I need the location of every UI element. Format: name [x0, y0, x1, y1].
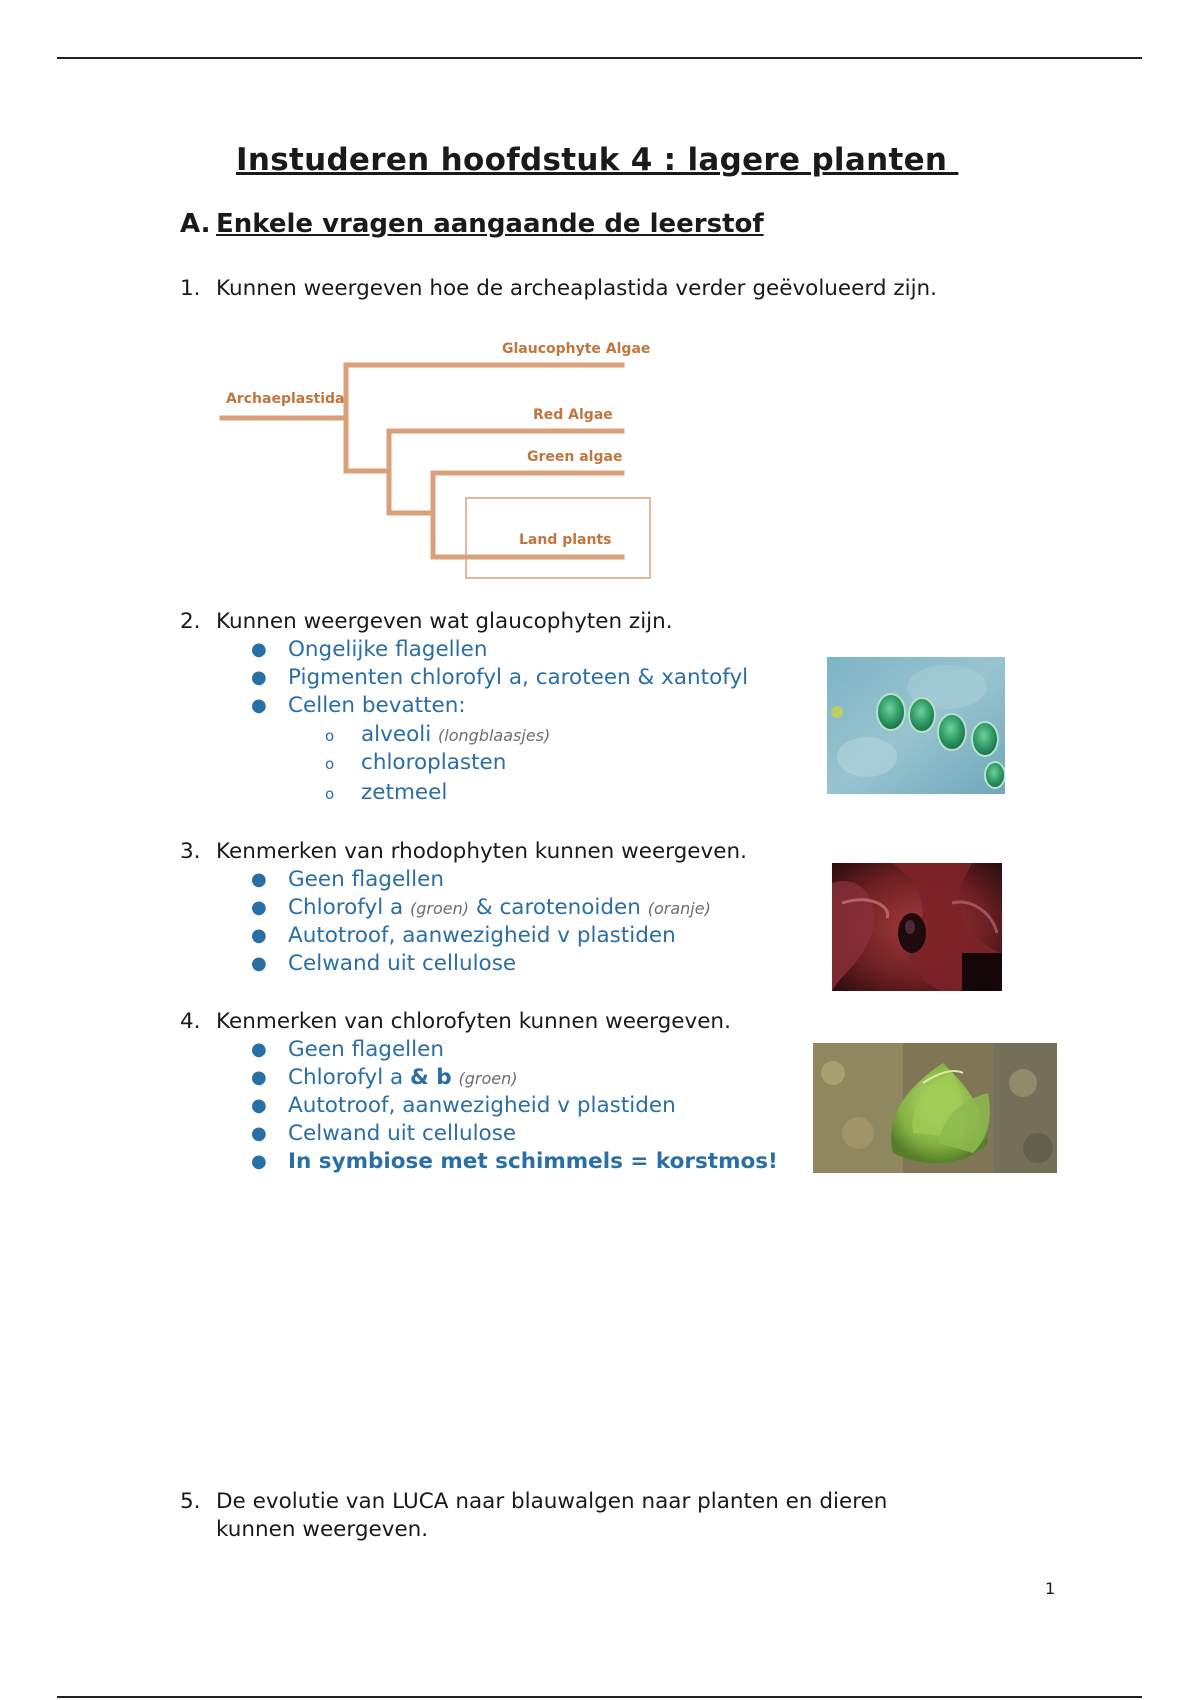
- note-text: (groen): [410, 899, 470, 918]
- section-letter: A.: [180, 209, 211, 239]
- page-number: 1: [1045, 1579, 1056, 1598]
- question-number: 3.: [180, 839, 201, 864]
- question-number: 4.: [180, 1009, 201, 1034]
- bullet-icon: ●: [251, 897, 267, 918]
- list-item: ● Chlorofyl a (groen) & carotenoiden (oranje): [251, 895, 711, 920]
- circle-bullet-icon: o: [325, 785, 335, 803]
- bullet-icon: ●: [251, 1151, 267, 1172]
- bullet-icon: ●: [251, 925, 267, 946]
- sub-list-item: o zetmeel: [361, 779, 447, 807]
- note-text: (longblaasjes): [438, 726, 551, 745]
- question-number: 2.: [180, 609, 201, 634]
- top-rule: [57, 57, 1142, 59]
- page-title: Instuderen hoofdstuk 4 : lagere planten: [236, 142, 959, 178]
- sub-list-item: o alveoli (longblaasjes): [361, 721, 550, 750]
- tree-label-green-algae: Green algae: [527, 449, 623, 465]
- red-algae-photo-icon: [832, 863, 1002, 991]
- question-text: Kenmerken van rhodophyten kunnen weergeven.: [216, 839, 747, 864]
- question-number: 5.: [180, 1489, 201, 1514]
- bottom-rule: [57, 1696, 1142, 1698]
- list-item: ● Chlorofyl a & b (groen): [251, 1065, 518, 1090]
- note-text: (groen): [458, 1069, 518, 1088]
- sub-list-item: o chloroplasten: [361, 749, 506, 777]
- list-item: ● Pigmenten chlorofyl a, caroteen & xantofyl: [251, 665, 749, 690]
- list-item: ● Ongelijke flagellen: [251, 637, 488, 662]
- glaucophyte-micrograph-icon: [827, 657, 1005, 794]
- note-text: (oranje): [647, 899, 711, 918]
- circle-bullet-icon: o: [325, 755, 335, 773]
- bullet-icon: ●: [251, 1067, 267, 1088]
- section-text: Enkele vragen aangaande de leerstof: [216, 209, 764, 239]
- bullet-icon: ●: [251, 1095, 267, 1116]
- phylogenetic-tree-diagram: [215, 330, 665, 585]
- list-item: ● Celwand uit cellulose: [251, 951, 517, 976]
- question-text: Kenmerken van chlorofyten kunnen weergeven.: [216, 1009, 731, 1034]
- list-item: ● Geen flagellen: [251, 867, 444, 892]
- bullet-icon: ●: [251, 695, 267, 716]
- tree-label-glaucophyte: Glaucophyte Algae: [502, 341, 651, 357]
- circle-bullet-icon: o: [325, 727, 335, 745]
- list-item: ● Autotroof, aanwezigheid v plastiden: [251, 1093, 676, 1118]
- question-text: Kunnen weergeven hoe de archeaplastida verder geëvolueerd zijn.: [216, 276, 938, 301]
- question-text: Kunnen weergeven wat glaucophyten zijn.: [216, 609, 673, 634]
- bullet-icon: ●: [251, 639, 267, 660]
- bullet-icon: ●: [251, 667, 267, 688]
- section-heading: [180, 209, 764, 239]
- bullet-icon: ●: [251, 869, 267, 890]
- question-text-line-2: kunnen weergeven.: [216, 1517, 429, 1542]
- green-algae-photo-icon: [813, 1043, 1057, 1173]
- bullet-icon: ●: [251, 953, 267, 974]
- bullet-icon: ●: [251, 1123, 267, 1144]
- tree-label-red-algae: Red Algae: [533, 407, 613, 423]
- tree-label-land-plants: Land plants: [519, 532, 612, 548]
- question-number: 1.: [180, 276, 201, 301]
- list-item: ● In symbiose met schimmels = korstmos!: [251, 1149, 778, 1174]
- bullet-icon: ●: [251, 1039, 267, 1060]
- list-item: ● Autotroof, aanwezigheid v plastiden: [251, 923, 676, 948]
- question-text-line-1: De evolutie van LUCA naar blauwalgen naar planten en dieren: [216, 1489, 888, 1514]
- list-item: ● Celwand uit cellulose: [251, 1121, 517, 1146]
- list-item: ● Cellen bevatten:: [251, 693, 466, 718]
- list-item: ● Geen flagellen: [251, 1037, 444, 1062]
- tree-label-root: Archaeplastida: [226, 391, 345, 407]
